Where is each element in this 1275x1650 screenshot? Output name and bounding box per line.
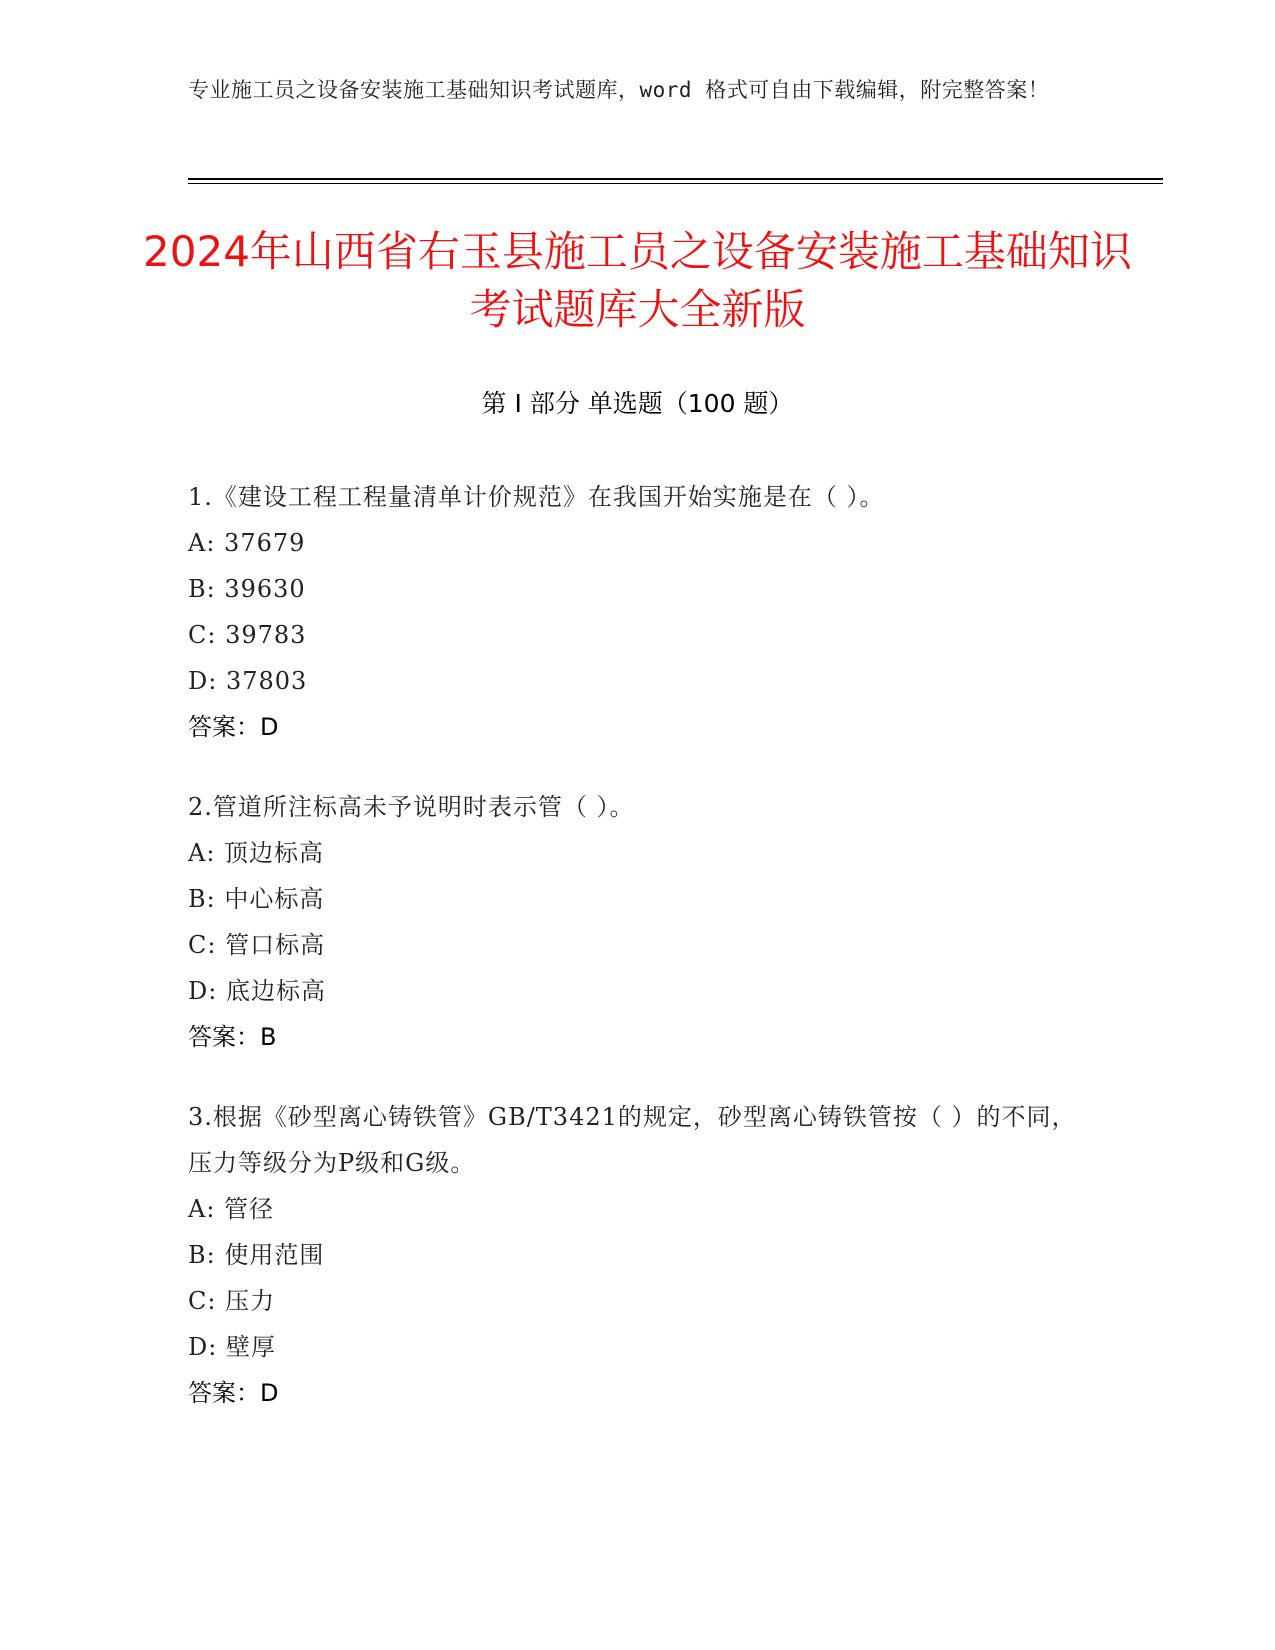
question-stem: 1.《建设工程工程量清单计价规范》在我国开始实施是在（ ）。 xyxy=(188,483,885,511)
option-d: D: 37803 xyxy=(188,667,308,695)
header-note: 专业施工员之设备安装施工基础知识考试题库，word 格式可自由下载编辑，附完整答案！ xyxy=(188,78,1050,102)
header-divider-thin xyxy=(188,183,1163,184)
option-b: B: 使用范围 xyxy=(188,1241,325,1269)
question-3 xyxy=(188,1094,1088,1416)
answer: 答案：D xyxy=(188,1379,279,1407)
document-title: 2024年山西省右玉县施工员之设备安装施工基础知识考试题库大全新版 xyxy=(143,227,1132,334)
option-b: B: 39630 xyxy=(188,575,306,603)
option-d: D: 壁厚 xyxy=(188,1333,276,1361)
section-title: 第 I 部分 单选题（100 题） xyxy=(481,389,794,418)
question-2 xyxy=(188,784,1088,1060)
question-stem: 3.根据《砂型离心铸铁管》GB/T3421的规定，砂型离心铸铁管按（ ）的不同，压力等级分为P级和G级。 xyxy=(188,1103,1077,1177)
option-a: A: 37679 xyxy=(188,529,306,557)
option-b: B: 中心标高 xyxy=(188,885,325,913)
header-divider-thick xyxy=(188,178,1163,180)
question-list xyxy=(188,474,1088,1450)
question-stem: 2.管道所注标高未予说明时表示管（ ）。 xyxy=(188,793,635,821)
option-c: C: 39783 xyxy=(188,621,307,649)
option-c: C: 管口标高 xyxy=(188,931,326,959)
option-a: A: 顶边标高 xyxy=(188,839,325,867)
question-1 xyxy=(188,474,1088,750)
answer: 答案：B xyxy=(188,1023,277,1051)
option-d: D: 底边标高 xyxy=(188,977,326,1005)
option-c: C: 压力 xyxy=(188,1287,276,1315)
answer: 答案：D xyxy=(188,713,279,741)
option-a: A: 管径 xyxy=(188,1195,275,1223)
